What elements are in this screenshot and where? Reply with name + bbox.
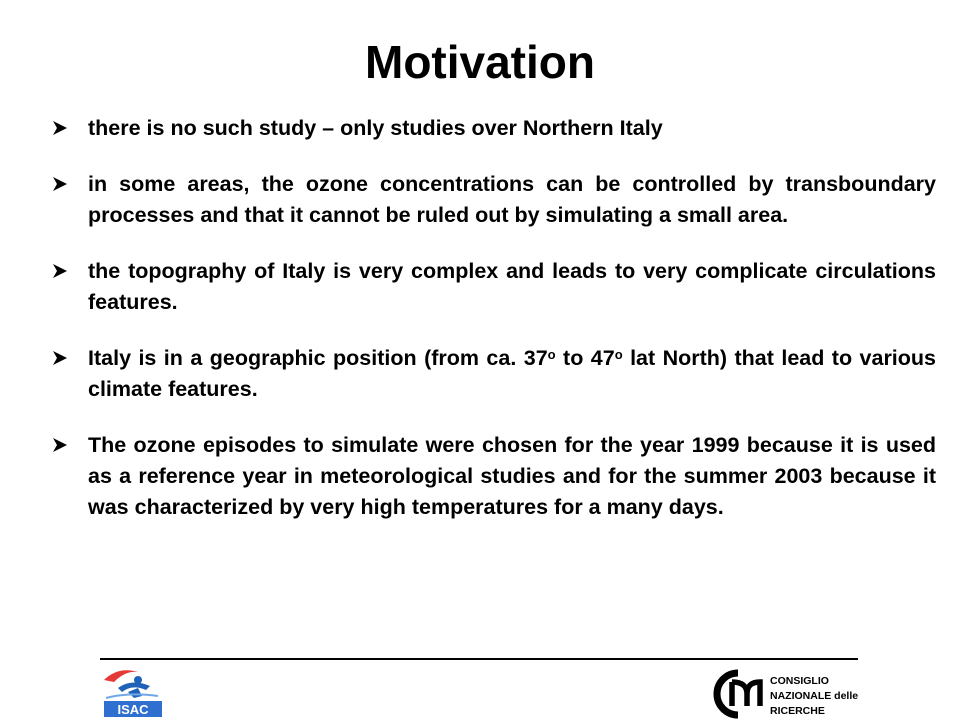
footer-divider bbox=[100, 658, 858, 660]
isac-logo bbox=[98, 664, 168, 718]
superscript: o bbox=[614, 347, 623, 362]
cnr-logo-line3: RICERCHE bbox=[770, 705, 825, 717]
isac-logo-text: ISAC bbox=[117, 702, 149, 717]
bullet-item bbox=[50, 256, 936, 318]
cnr-logo-line1: CONSIGLIO bbox=[770, 675, 829, 687]
bullet-text-part: lat North) that lead to various climate features. bbox=[88, 346, 937, 401]
bullet-text-part: Italy is in a geographic position (from ca. 37 bbox=[88, 346, 548, 370]
bullet-text: the topography of Italy is very complex and leads to very complicate circulations features. bbox=[88, 259, 936, 314]
bullet-item bbox=[50, 430, 936, 523]
superscript: o bbox=[547, 347, 556, 362]
bullet-text-part: to 47 bbox=[555, 346, 615, 370]
bullet-item bbox=[50, 169, 936, 231]
bullet-item bbox=[50, 343, 936, 405]
arrow-bullet-icon bbox=[50, 348, 70, 368]
bullet-text: there is no such study – only studies over Northern Italy bbox=[88, 116, 663, 140]
arrow-bullet-icon bbox=[50, 261, 70, 281]
arrow-bullet-icon bbox=[50, 118, 70, 138]
bullet-text bbox=[88, 346, 936, 401]
cnr-logo bbox=[710, 668, 890, 720]
bullet-list bbox=[50, 113, 936, 548]
slide-title: Motivation bbox=[365, 36, 595, 88]
bullet-text: in some areas, the ozone concentrations can be controlled by transboundary processes and that it cannot be ruled out by simulating a small area. bbox=[88, 172, 936, 227]
arrow-bullet-icon bbox=[50, 435, 70, 455]
bullet-text: The ozone episodes to simulate were chosen for the year 1999 because it is used as a reference year in meteorological studies and for the summer 2003 because it was characterized by very high temperatures for a many days. bbox=[88, 433, 936, 519]
arrow-bullet-icon bbox=[50, 174, 70, 194]
cnr-logo-line2: NAZIONALE delle bbox=[770, 690, 859, 702]
bullet-item bbox=[50, 113, 936, 144]
